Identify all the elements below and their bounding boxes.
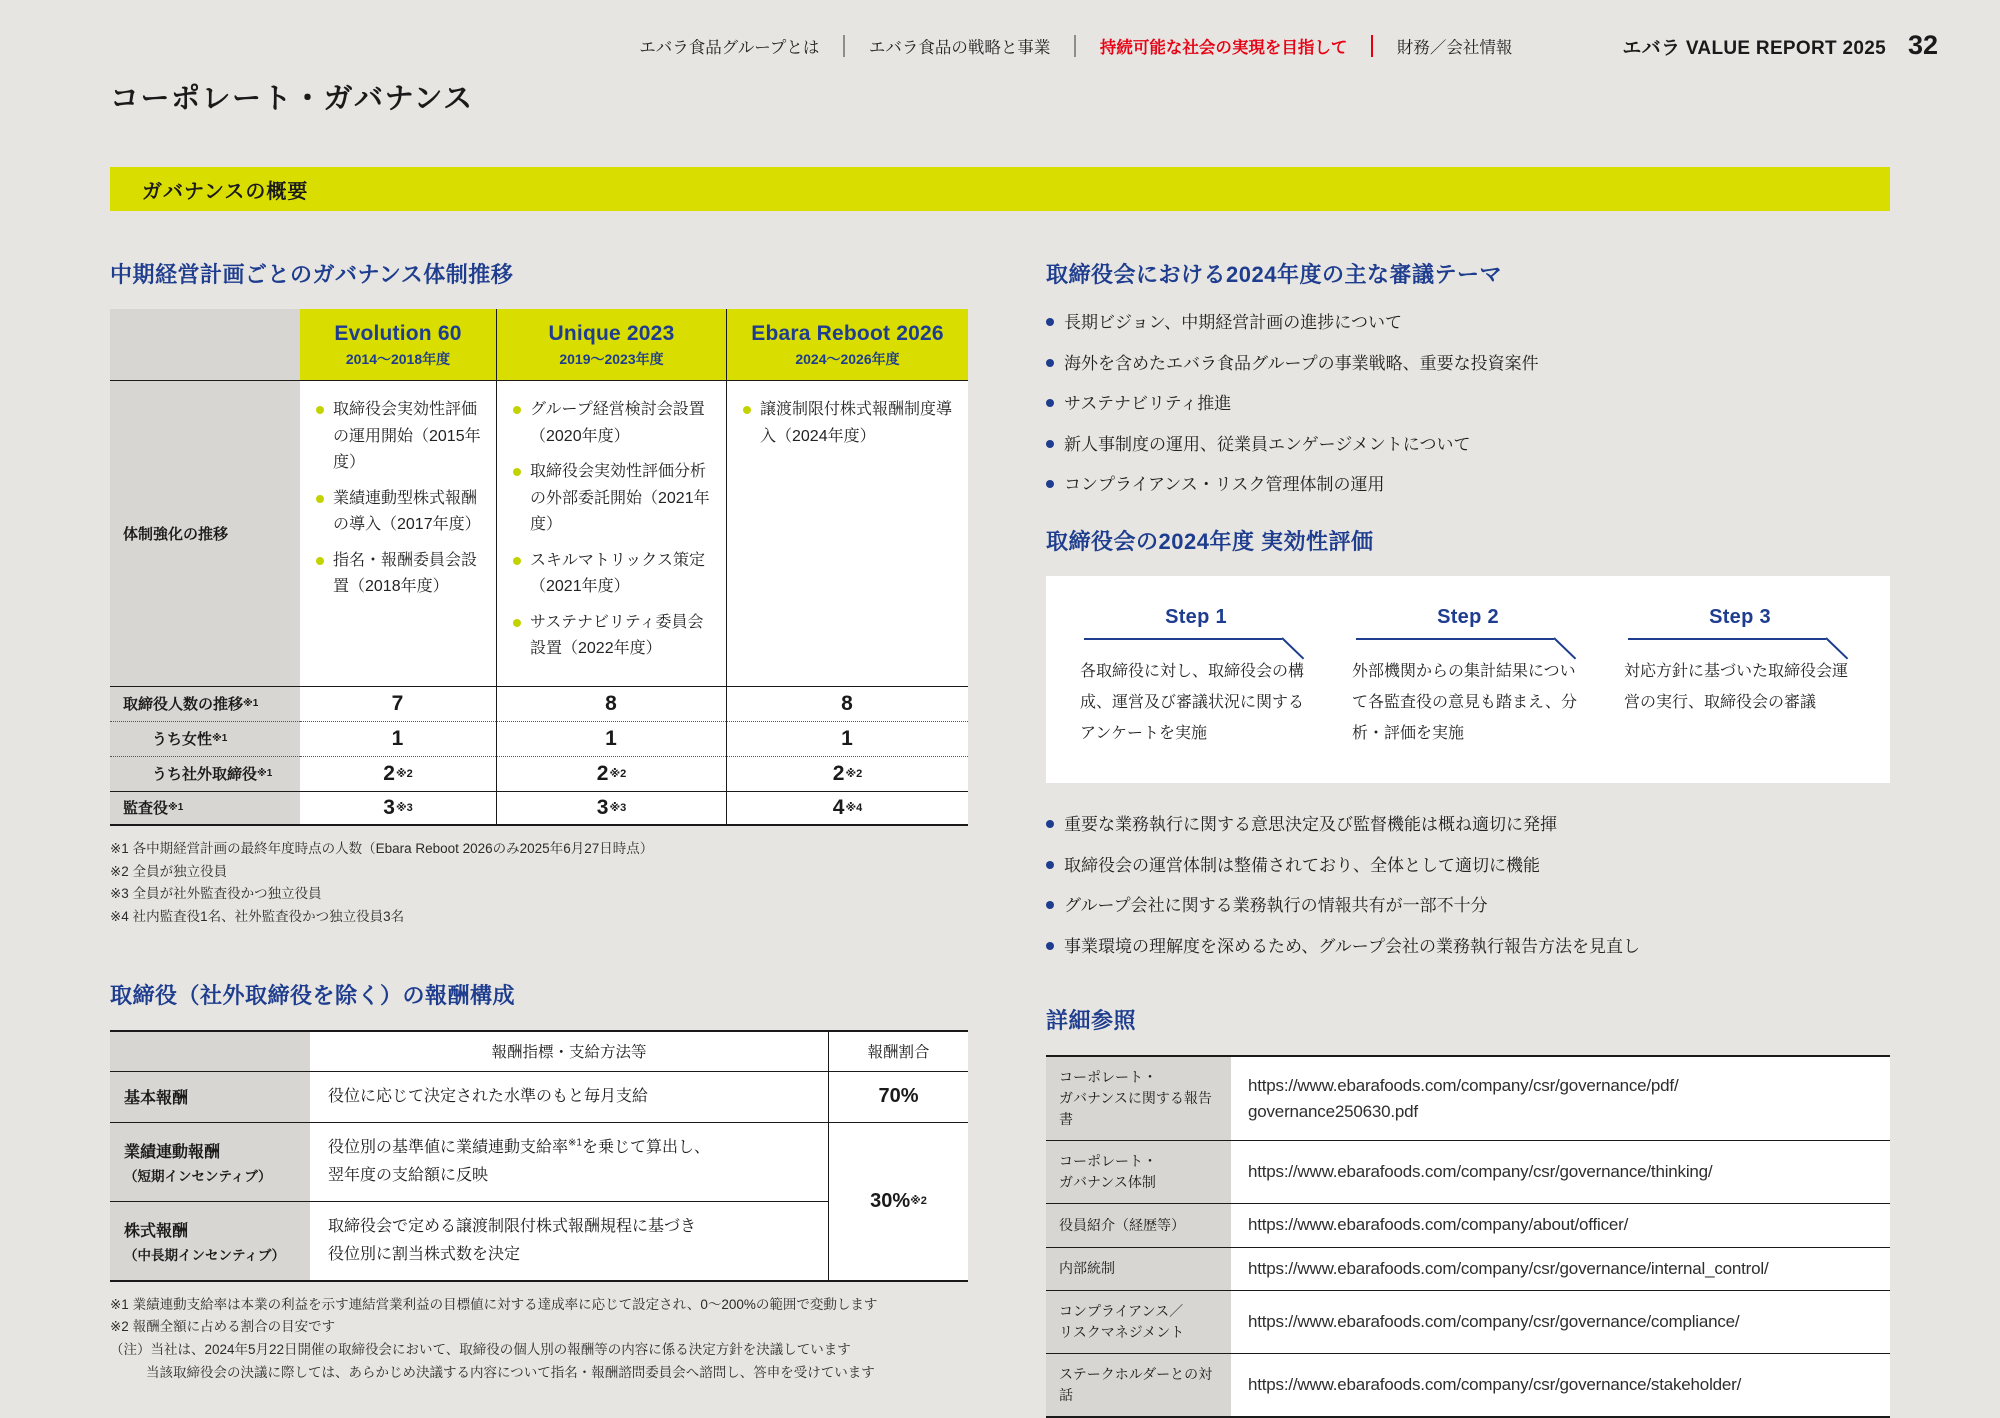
initiative-item: 取締役会実効性評価の運用開始（2015年度） (316, 397, 484, 477)
step-underline-arrow (1356, 638, 1554, 640)
row-label-stock-pay: 株式報酬 （中長期インセンティブ） (110, 1202, 310, 1282)
stat-value: 3 ※3 (300, 791, 496, 826)
desc-base-pay: 役位に応じて決定された水準のもと毎月支給 (310, 1072, 828, 1123)
topics-title: 取締役会における2024年度の主な審議テーマ (1046, 262, 1502, 287)
finding-item: グループ会社に関する業務執行の情報共有が一部不十分 (1046, 892, 1890, 920)
step-label: Step 3 (1709, 605, 1771, 628)
nav-item-group[interactable]: エバラ食品グループとは (639, 38, 820, 57)
governance-table (110, 309, 968, 826)
ref-label-officers: 役員紹介（経歴等） (1046, 1204, 1231, 1247)
plan-name: Evolution 60 (334, 322, 462, 345)
ref-label-compliance: コンプライアンス／ リスクマネジメント (1046, 1291, 1231, 1354)
topic-item: 新人事制度の運用、従業員エンゲージメントについて (1046, 431, 1890, 459)
plan-header-ebara-reboot-2026 (726, 309, 968, 380)
nav-item-finance[interactable]: 財務／会社情報 (1396, 38, 1513, 57)
report-title: エバラ VALUE REPORT 2025 (1622, 38, 1886, 59)
plan-name: Unique 2023 (548, 322, 675, 345)
nav-divider (1371, 35, 1373, 57)
plan-name: Ebara Reboot 2026 (751, 322, 944, 345)
table-corner-cell (110, 1032, 310, 1072)
footnote: ※2 報酬全額に占める割合の目安です (110, 1319, 336, 1335)
initiatives-ebara-reboot (726, 380, 968, 686)
note: （注）当社は、2024年5月22日開催の取締役会において、取締役の個人別の報酬等の内容に係る決定方針を決議しています (110, 1341, 851, 1357)
ref-link-compliance[interactable]: https://www.ebarafoods.com/company/csr/governance/compliance/ (1231, 1291, 1890, 1354)
compensation-title: 取締役（社外取締役を除く）の報酬構成 (110, 982, 516, 1008)
ref-label-governance-structure: コーポレート・ ガバナンス体制 (1046, 1141, 1231, 1204)
stat-value: 4 ※4 (726, 791, 968, 826)
step-1 (1080, 606, 1312, 750)
initiative-item: 譲渡制限付株式報酬制度導入（2024年度） (743, 397, 956, 450)
initiatives-unique2023 (496, 380, 726, 686)
nav-item-sustainability-active[interactable]: 持続可能な社会の実現を目指して (1099, 38, 1348, 57)
plan-period: 2019～2023年度 (559, 351, 664, 367)
step-description: 外部機関からの集計結果について各監査役の意見も踏まえ、分析・評価を実施 (1352, 662, 1577, 743)
step-description: 各取締役に対し、取締役会の構成、運営及び審議状況に関するアンケートを実施 (1080, 662, 1305, 743)
step-3 (1624, 606, 1856, 750)
finding-item: 事業環境の理解度を深めるため、グループ会社の業務執行報告方法を見直し (1046, 933, 1890, 961)
stat-value: 1 (726, 721, 968, 756)
stat-value: 1 (300, 721, 496, 756)
nav-divider (1074, 35, 1076, 57)
step-underline-arrow (1628, 638, 1826, 640)
step-label: Step 2 (1437, 605, 1499, 628)
row-label-auditors: 監査役 ※1 (110, 791, 300, 826)
ratio-incentives: 30% ※2 (828, 1123, 968, 1282)
stat-value: 8 (496, 686, 726, 721)
governance-footnotes (110, 838, 968, 929)
stat-value: 2 ※2 (300, 756, 496, 791)
topic-item: コンプライアンス・リスク管理体制の運用 (1046, 471, 1890, 499)
stat-value: 8 (726, 686, 968, 721)
evaluation-findings-list (1046, 811, 1890, 960)
references-table (1046, 1055, 1890, 1418)
header-desc: 報酬指標・支給方法等 (310, 1032, 828, 1072)
section-band (110, 167, 1890, 211)
left-column (110, 258, 968, 1418)
topic-item: 長期ビジョン、中期経営計画の進捗について (1046, 309, 1890, 337)
references-section (1046, 1004, 1890, 1418)
initiative-item: スキルマトリックス策定（2021年度） (513, 548, 714, 601)
ratio-base-pay: 70% (828, 1072, 968, 1123)
topics-list (1046, 309, 1890, 499)
report-brand (1622, 30, 1938, 61)
ref-link-stakeholder[interactable]: https://www.ebarafoods.com/company/csr/governance/stakeholder/ (1231, 1354, 1890, 1418)
stat-value: 3 ※3 (496, 791, 726, 826)
footnote: ※1 各中期経営計画の最終年度時点の人数（Ebara Reboot 2026のみ2025年6月27日時点） (110, 840, 654, 856)
plan-header-unique2023 (496, 309, 726, 380)
ref-link-governance-report[interactable]: https://www.ebarafoods.com/company/csr/governance/pdf/ governance250630.pdf (1231, 1057, 1890, 1141)
initiatives-evolution60 (300, 380, 496, 686)
table-corner-cell (110, 309, 300, 380)
evaluation-steps-box (1046, 576, 1890, 784)
topic-item: 海外を含めたエバラ食品グループの事業戦略、重要な投資案件 (1046, 350, 1890, 378)
header-ratio: 報酬割合 (828, 1032, 968, 1072)
step-underline-arrow (1084, 638, 1282, 640)
page-number: 32 (1907, 30, 1938, 60)
stat-value: 2 ※2 (496, 756, 726, 791)
step-2 (1352, 606, 1584, 750)
desc-stock-pay: 取締役会で定める譲渡制限付株式報酬規程に基づき 役位別に割当株式数を決定 (310, 1202, 828, 1282)
row-label-women: うち女性 ※1 (110, 721, 300, 756)
initiative-item: 取締役会実効性評価分析の外部委託開始（2021年度） (513, 459, 714, 539)
topic-item: サステナビリティ推進 (1046, 390, 1890, 418)
finding-item: 取締役会の運営体制は整備されており、全体として適切に機能 (1046, 852, 1890, 880)
compensation-footnotes (110, 1294, 968, 1385)
nav-item-strategy[interactable]: エバラ食品の戦略と事業 (868, 38, 1051, 57)
references-title: 詳細参照 (1046, 1008, 1137, 1034)
plan-header-evolution60 (300, 309, 496, 380)
footnote: ※3 全員が社外監査役かつ独立役員 (110, 886, 322, 902)
note: 当該取締役会の決議に際しては、あらかじめ決議する内容について指名・報酬諮問委員会へ諮問し、答申を受けています (146, 1364, 875, 1380)
footnote: ※4 社内監査役1名、社外監査役かつ独立役員3名 (110, 908, 405, 924)
row-label-outside-directors: うち社外取締役 ※1 (110, 756, 300, 791)
stat-value: 2 ※2 (726, 756, 968, 791)
compensation-section (110, 979, 968, 1385)
initiative-item: 業績連動型株式報酬の導入（2017年度） (316, 486, 484, 539)
initiative-item: グループ経営検討会設置（2020年度） (513, 397, 714, 450)
compensation-table (110, 1030, 968, 1282)
row-label-directors-count: 取締役人数の推移 ※1 (110, 686, 300, 721)
row-label-strengthening: 体制強化の推移 (110, 380, 300, 686)
ref-label-internal-control: 内部統制 (1046, 1248, 1231, 1291)
step-label: Step 1 (1165, 605, 1227, 628)
evaluation-section (1046, 525, 1890, 961)
right-column (1046, 258, 1890, 1418)
evaluation-title: 取締役会の2024年度 実効性評価 (1046, 528, 1374, 554)
ref-link-governance-structure[interactable]: https://www.ebarafoods.com/company/csr/governance/thinking/ (1231, 1141, 1890, 1204)
finding-item: 重要な業務執行に関する意思決定及び監督機能は概ね適切に発揮 (1046, 811, 1890, 839)
plan-period: 2024～2026年度 (795, 351, 900, 367)
page-title: コーポレート・ガバナンス (110, 83, 474, 115)
row-label-base-pay: 基本報酬 (110, 1072, 310, 1123)
ref-link-internal-control[interactable]: https://www.ebarafoods.com/company/csr/governance/internal_control/ (1231, 1248, 1890, 1291)
main-content (110, 258, 1890, 1418)
page-header (110, 30, 1938, 61)
nav-divider (843, 35, 845, 57)
governance-table-title: 中期経営計画ごとのガバナンス体制推移 (110, 262, 514, 287)
row-label-performance-pay: 業績連動報酬 （短期インセンティブ） (110, 1123, 310, 1202)
plan-period: 2014～2018年度 (345, 351, 451, 367)
stat-value: 1 (496, 721, 726, 756)
footnote: ※1 業績連動支給率は本業の利益を示す連結営業利益の目標値に対する達成率に応じて設定され、0～200%の範囲で変動します (110, 1296, 878, 1312)
ref-label-stakeholder: ステークホルダーとの対話 (1046, 1354, 1231, 1418)
initiative-item: サステナビリティ委員会設置（2022年度） (513, 610, 714, 663)
desc-performance-pay: 役位別の基準値に業績連動支給率$^{※1}$を乗じて算出し、 翌年度の支給額に反映 (310, 1123, 828, 1202)
section-band-label: ガバナンスの概要 (142, 180, 309, 203)
footnote: ※2 全員が独立役員 (110, 863, 228, 879)
ref-link-officers[interactable]: https://www.ebarafoods.com/company/about/officer/ (1231, 1204, 1890, 1247)
stat-value: 7 (300, 686, 496, 721)
step-description: 対応方針に基づいた取締役会運営の実行、取締役会の審議 (1624, 662, 1849, 711)
ref-label-governance-report: コーポレート・ ガバナンスに関する報告書 (1046, 1057, 1231, 1141)
top-nav (639, 34, 1512, 58)
initiative-item: 指名・報酬委員会設置（2018年度） (316, 548, 484, 601)
